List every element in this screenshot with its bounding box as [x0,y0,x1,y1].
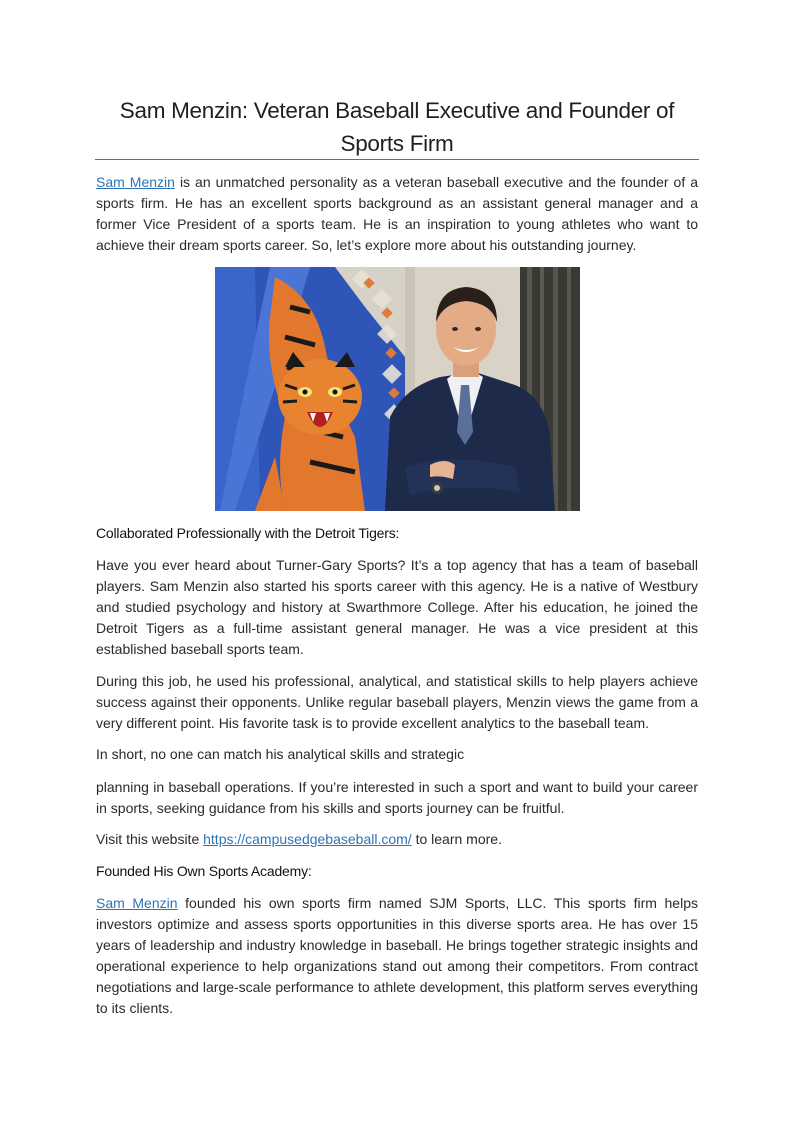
sam-menzin-link[interactable]: Sam Menzin [96,174,175,190]
paragraph-visit-website [96,829,698,850]
intro-text: is an unmatched personality as a veteran baseball executive and the founder of a sports firm. He has an excellent sports background as an assistant general manager and a former Vice President of a sports team. He is an inspiration to young athletes who want to achieve their dream sports career. So, let’s explore more about his outstanding journey. [96,174,698,253]
paragraph-in-short: In short, no one can match his analytical skills and strategic [96,746,465,762]
sam-menzin-link-2[interactable]: Sam Menzin [96,895,178,911]
paragraph-analytical-skills: During this job, he used his professional, analytical, and statistical skills to help players achieve success against their opponents. Unlike regular baseball players, Menzin views the game from a very different point. His favorite task is to provide excellent analytics to the baseball team. [96,673,698,731]
section-heading-sports-academy: Founded His Own Sports Academy: [96,863,312,879]
visit-text-after: to learn more. [411,831,502,847]
campusedge-link[interactable]: https://campusedgebaseball.com/ [203,831,412,847]
section-heading-detroit-tigers: Collaborated Professionally with the Detroit Tigers: [96,525,400,541]
paragraph-sjm-sports [96,893,698,1019]
portrait-illustration [215,267,580,511]
sjm-sports-text: founded his own sports firm named SJM Sports, LLC. This sports firm helps investors optimize and assess sports opportunities in this diverse sports area. He has over 15 years of leadership and industry knowledge in baseball. He brings together strategic insights and operational experience to help organizations stand out among their competitors. From contract negotiations and large-scale performance to athlete development, this platform serves everything to its clients. [96,895,698,1016]
paragraph-planning: planning in baseball operations. If you’re interested in such a sport and want to build your career in sports, seeking guidance from his skills and sports journey can be fruitful. [96,779,698,816]
page-title: Sam Menzin: Veteran Baseball Executive and Founder of Sports Firm [119,98,675,156]
paragraph-turner-gary: Have you ever heard about Turner-Gary Sports? It’s a top agency that has a team of baseball players. Sam Menzin also started his sports career with this agency. He is a native of Westbury and studied psychology and history at Swarthmore College. After his education, he joined the Detroit Tigers as a full-time assistant general manager. He was a vice president at this established baseball sports team. [96,557,698,657]
intro-paragraph [96,172,698,256]
title-divider [95,159,699,160]
visit-text-before: Visit this website [96,831,204,847]
portrait-photo [215,267,580,511]
